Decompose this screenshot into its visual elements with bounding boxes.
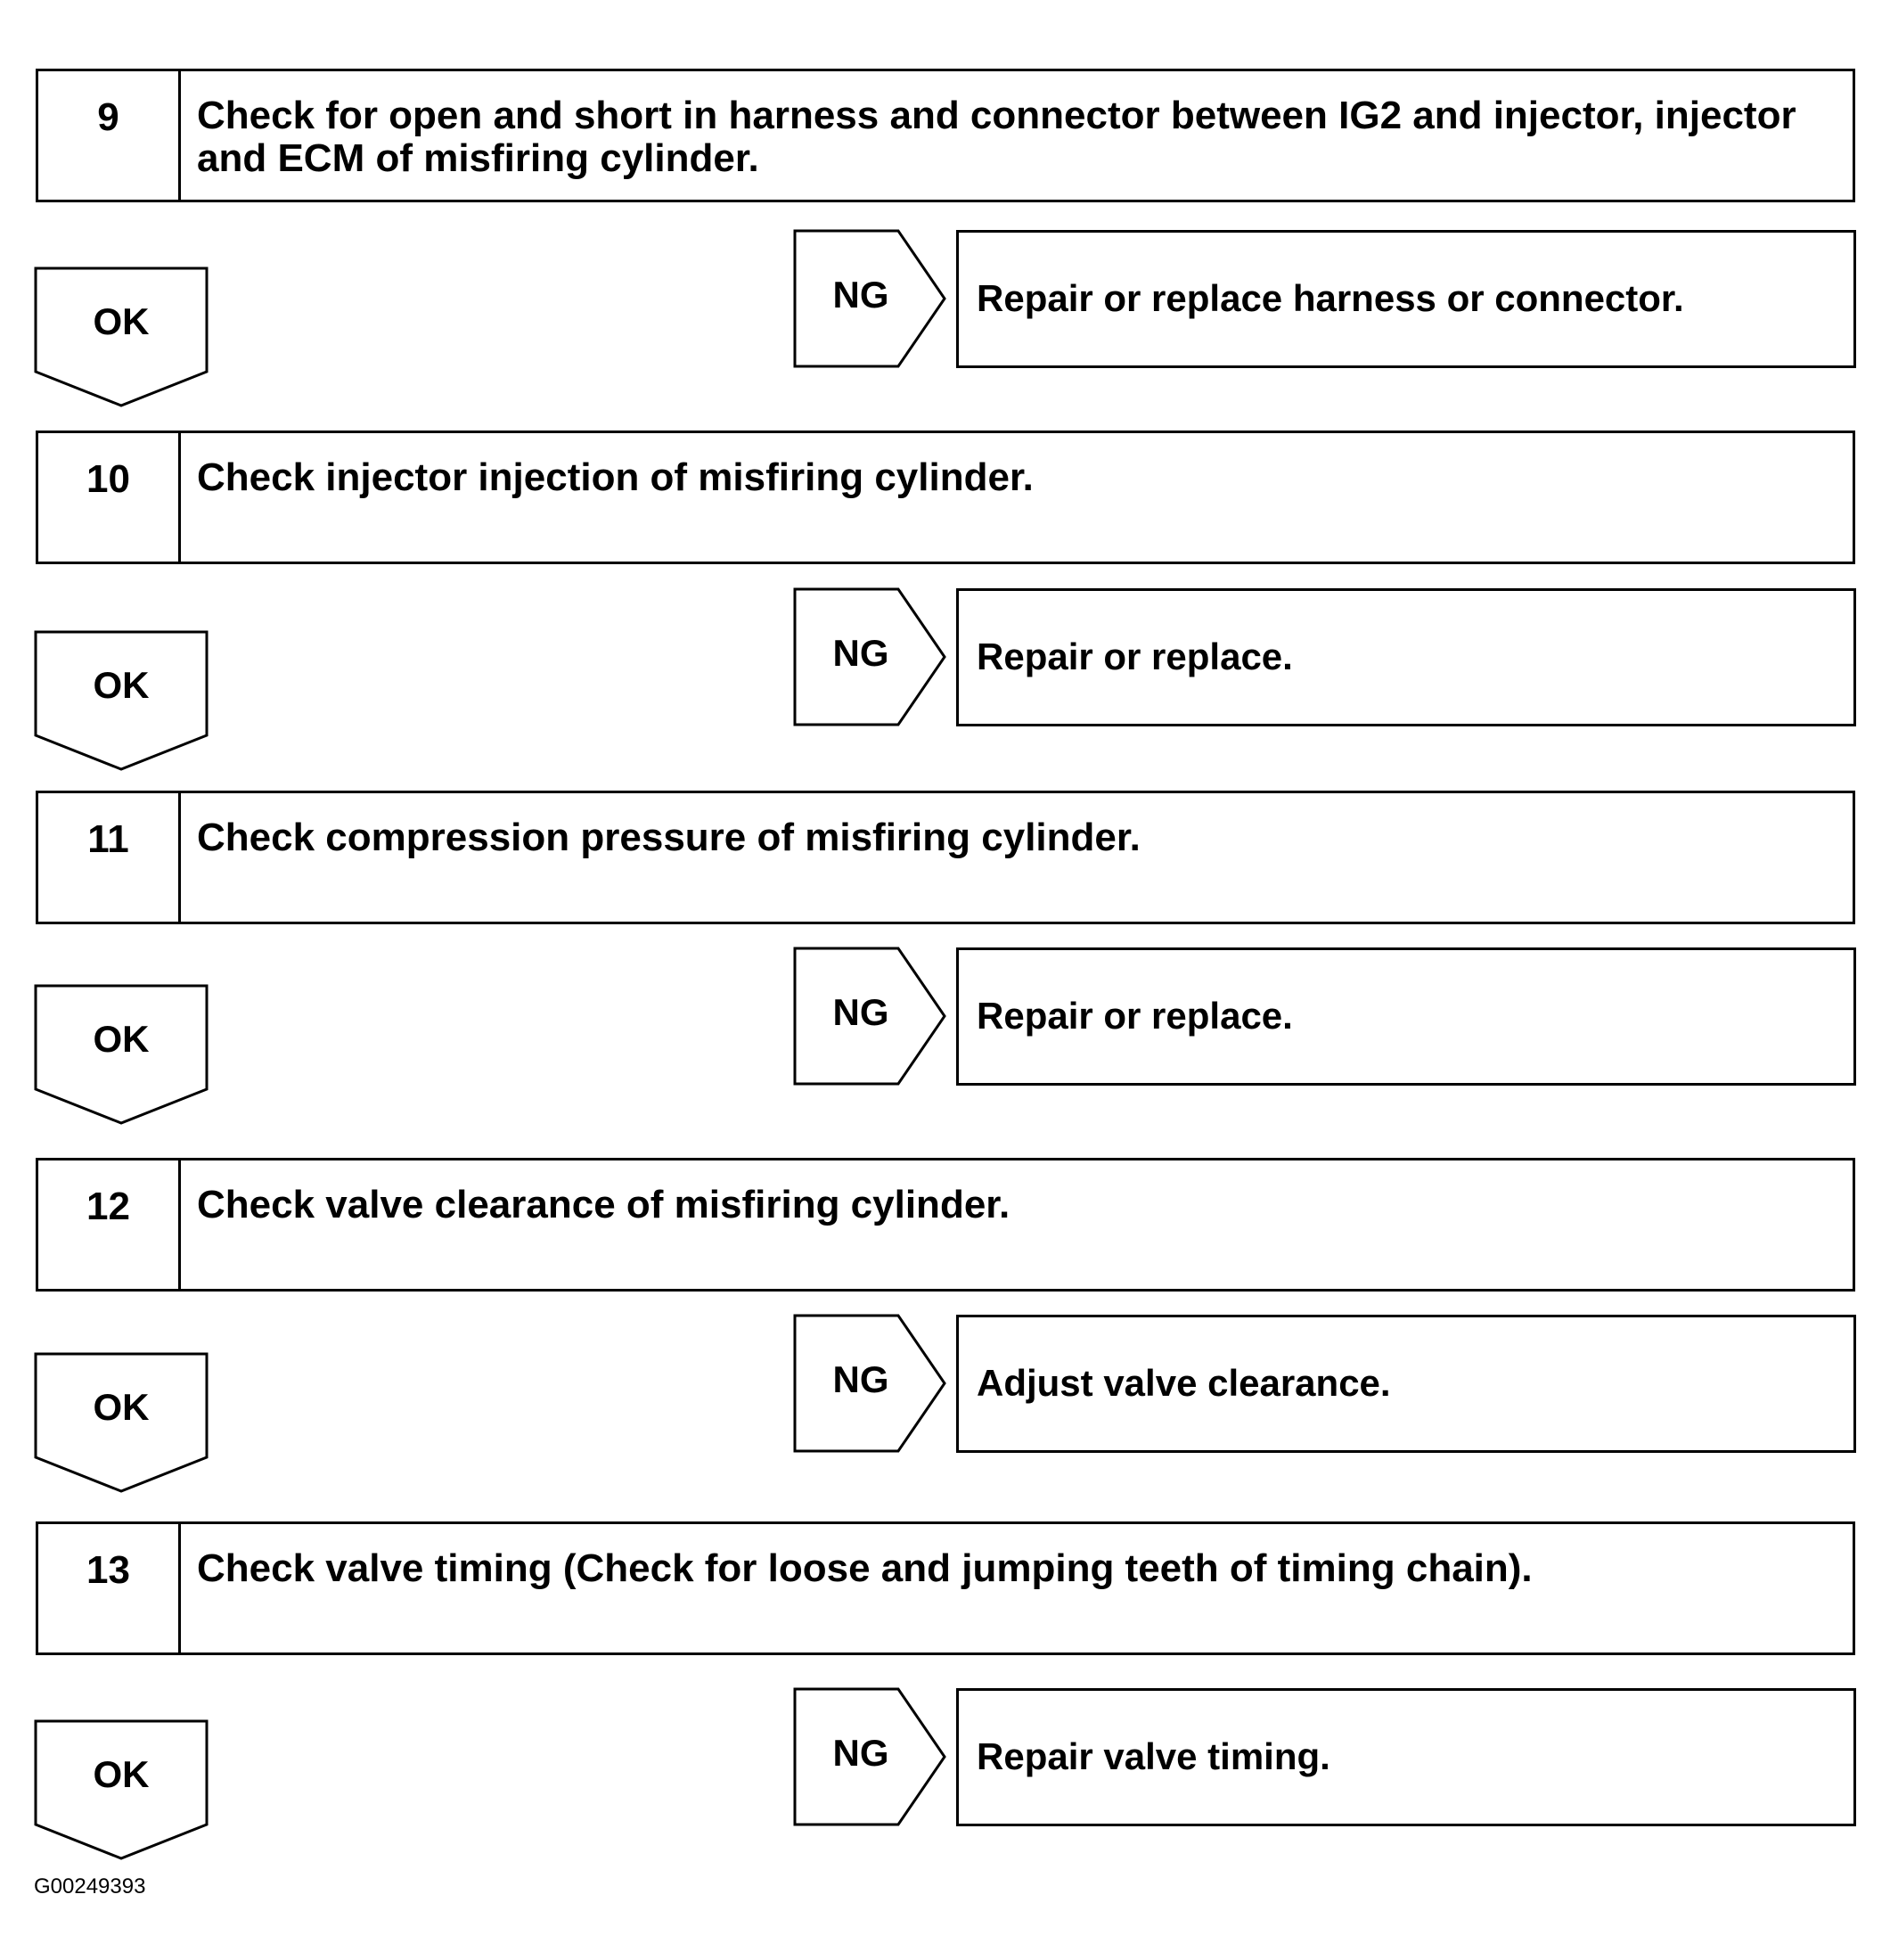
step-text: Check for open and short in harness and connector between IG2 and injector, injector and ECM of misfiring cylinder. [197, 94, 1796, 180]
ok-arrow [34, 1719, 209, 1862]
ng-result-box [956, 947, 1856, 1086]
ng-result-text: Repair or replace. [977, 636, 1293, 677]
ng-result-box [956, 1315, 1856, 1453]
ng-result-box [956, 230, 1856, 368]
step-number: 11 [38, 793, 181, 922]
step-text: Check injector injection of misfiring cylinder. [197, 455, 1034, 499]
ng-arrow [793, 1687, 950, 1826]
ng-arrow [793, 947, 950, 1086]
ok-label: OK [93, 1386, 150, 1428]
ok-arrow [34, 630, 209, 773]
ng-label: NG [832, 1358, 889, 1400]
step-text: Check valve timing (Check for loose and jumping teeth of timing chain). [197, 1546, 1533, 1590]
step-box [36, 69, 1855, 202]
step-text: Check valve clearance of misfiring cylinder. [197, 1183, 1010, 1226]
step-box [36, 1521, 1855, 1655]
ok-label: OK [93, 300, 150, 342]
ng-result-text: Repair valve timing. [977, 1735, 1330, 1777]
ng-label: NG [832, 632, 889, 674]
step-box [36, 431, 1855, 564]
ok-arrow [34, 267, 209, 409]
ng-result-text: Repair or replace harness or connector. [977, 277, 1684, 319]
step-number: 9 [38, 71, 181, 200]
step-number: 13 [38, 1524, 181, 1652]
ng-label: NG [832, 1732, 889, 1774]
ng-result-text: Adjust valve clearance. [977, 1362, 1391, 1404]
ng-label: NG [832, 991, 889, 1033]
step-text: Check compression pressure of misfiring cylinder. [197, 816, 1141, 859]
step-number: 10 [38, 433, 181, 562]
ng-result-box [956, 1688, 1856, 1826]
figure-id: G00249393 [34, 1874, 146, 1898]
ng-arrow [793, 1314, 950, 1453]
ng-arrow [793, 587, 950, 726]
ng-arrow [793, 229, 950, 368]
step-box [36, 1158, 1855, 1292]
ok-arrow [34, 984, 209, 1127]
ok-arrow [34, 1352, 209, 1495]
step-number: 12 [38, 1160, 181, 1289]
step-box [36, 791, 1855, 924]
ng-result-box [956, 588, 1856, 726]
ok-label: OK [93, 1018, 150, 1060]
ng-label: NG [832, 274, 889, 316]
ng-result-text: Repair or replace. [977, 995, 1293, 1037]
ok-label: OK [93, 1753, 150, 1795]
ok-label: OK [93, 664, 150, 706]
